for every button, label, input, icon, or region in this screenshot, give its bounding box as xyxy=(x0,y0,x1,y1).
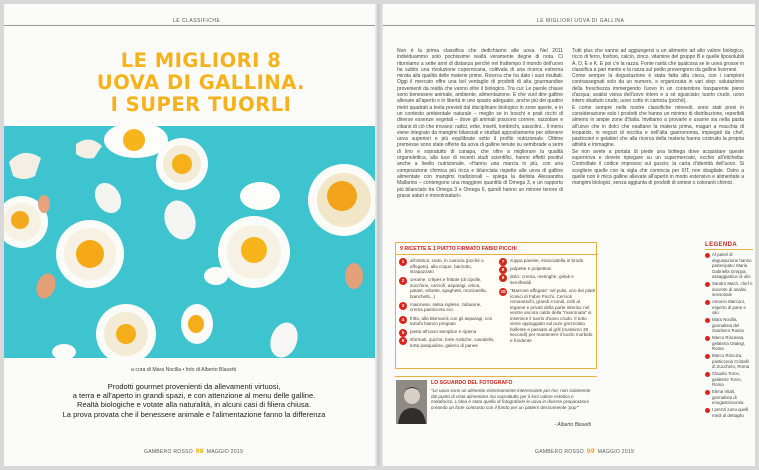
recipe-text: pasta all'uovo semplice e ripiena xyxy=(410,329,477,335)
page-title xyxy=(66,50,336,116)
body-text: Tutti plus che vanno ad aggiungersi a un alimento ad alto valore biologico, ricco di ferro, fosforo, calcio, zinco, vitamine del gruppo B e quelle liposolubili A, D, E e K. E poi c'è la razza. Fonte rarità che qualcosa se le uova grosse in classifica a pari merito e la razza sul podio provengono da galline livornesi. Come sempre la degustazione è stata fatta alla cieca, con i campioni contrassegnati solo da un numero, e organizzata in vari step: valutazione della freschezza immergendo l'uovo in un contenitore trasparente pieno d'acqua; analisi visiva dell'uovo intero e a sé sgusciato; tuorlo crudo, uovo intero sbattuto crudo, uovo cotto in camicia (pochè). E come sempre nelle nostre classifiche mirevoli, sono stati presi in considerazione solo i prodotti che hanno un minimo di distribuzione, reperibili almeno in ampie zone d'Italia. Invitiamo a provarle e usarne sia nella pasta all'uovo che in dolci che esaltano la materia prima, magari a macchia di leopardo, in negozi di nicchia e nell'alta gastronomia, impiegati da chef, pasticcieri e gelatieri che alla ricerca della materia hanno costruito la propria attività e immagine. Se non avete a portata di piede una bottega dove acquistare queste supernova e dovete ripiegare su un supermercato, occhio all'etichetta: Controllate il codice impresso sul guscio; la carta d'identità dell'uovo. Si scegliere quelle con la sigla che comincia per 0IT, non sbagliate. Ostro a quelle non è mica galline allevate all'aperto in modo estensivo e alimentate a mangimi biologici, senza aggiunta di prodotti di sintesi o coloranti chimici. xyxy=(572,48,744,187)
intro-text xyxy=(44,382,344,419)
recipe-item xyxy=(399,258,495,275)
legend-text: Marco Rincuza, pasticceria Cristalli di Zucchero, Roma xyxy=(712,353,750,369)
photographer-signature: - Alberto Blasetti xyxy=(554,422,591,428)
bullet-icon xyxy=(705,354,710,359)
recipe-number-badge: 10 xyxy=(500,289,506,295)
spine-gutter xyxy=(375,4,383,466)
legend-row xyxy=(705,317,753,334)
legend-text: Claudio Torce, gelaterie Torce, Roma xyxy=(712,371,742,387)
title-line: I SUPER TUORLI xyxy=(110,93,292,116)
recipes-column-left xyxy=(399,258,495,351)
recipe-number-badge: 5 xyxy=(399,329,407,337)
bullet-icon xyxy=(705,253,710,258)
right-page xyxy=(383,4,755,466)
recipe-number-badge: 9 xyxy=(499,274,507,282)
recipe-text: zuppa pavese, stracciatella in brodo xyxy=(510,258,584,263)
recipes-box-title: 9 RICETTE E 1 PIATTO FIRMATO FABIO PICCHI xyxy=(400,246,517,252)
recipe-item xyxy=(499,288,595,343)
recipe-item xyxy=(399,316,495,327)
recipe-number-badge: 7 xyxy=(499,258,507,266)
recipe-item xyxy=(399,277,495,299)
legend-text: Mara Nocilla, giornalista del Gambero Rosso xyxy=(712,317,744,333)
bullet-icon xyxy=(705,318,710,323)
intro-line: Prodotti gourmet provenienti da allevamenti virtuosi, xyxy=(107,382,281,391)
recipe-item xyxy=(499,266,595,272)
legend-row xyxy=(705,281,753,298)
recipe-text: polpette e polpettoni xyxy=(510,266,552,272)
folio-date: MAGGIO 2019 xyxy=(206,449,244,455)
recipe-number-badge: 4 xyxy=(399,316,407,324)
recipes-box xyxy=(395,242,597,369)
body-text: Non è la prima classifica che dedichiamo alle uova. Nel 2011 individuammo solo pochissime realtà veramente degne di nota. Ci ritorniamo a sette anni di distanza perché nel frattempo il mondo dell'uovo ha subito una rivoluzione copernicana, coltivata di una ricerca estrema mirata alla qualità delle materie prime. Ricerca che ha dato i suoi risultati. Oggi il mercato offre una bel ventaglio di prodotti di alta gourmandise provenienti da realtà che vanno oltre il biologico. Tra cui: Le parole chiave sono benessere animale, ambiente, alimentazione. E che vuol dire galline allevate all'aperto e in libertà in uno spazio adeguato, anche più dei quattro metri quadrati a testa previsti dal disciplinare biologico in zone aperte, e in un contesto ambientale naturale – meglio se in boschi e prati ricchi di diverse essenze vegetali – dove gli animali possono correre, razzolare e cibarsi di ciò che trovano: radici, erbe, insetti, lombrichi, sassolini... Il menu viene integrato da mangimi bilanciati e studiati appositamente per ottenere uova superiori e più equilibrate sotto il profilo nutrizionale. Ottime premesse sono state offerte da uova di galline tenute su semibrade a semi di lino e sopratutto di canapa, che oltre a migliorare la qualità organolettica, alla luce di recenti studi scientifici, hanno effetti positivi anche a livello nutrizionale. «Hanno una marcia in più, con una composizione chimica più ricca e bilanciata rispetto alle uova di galline alimentate con mangimi tradizionali – spiega la dietista Alessandra Mallarino – contengono una maggiore quantità di Omega 3, e un rapporto più bilanciato tra Omega 3 e Omega 6, quindi hanno un minore tenore di grassi saturi e monoinsaturi». xyxy=(397,48,565,199)
recipe-text: cerame, crêpes e frittate (di cipolle, zucchine, carciofi, asparagi, ortica, patate, erbette, spaghetti, mozzarella, bianchetti...) xyxy=(410,277,487,299)
recipe-number-badge: 8 xyxy=(499,266,507,274)
recipe-number-badge: 3 xyxy=(399,302,407,310)
folio xyxy=(535,448,634,455)
bullet-icon xyxy=(705,372,710,377)
legend-row xyxy=(705,407,753,418)
legend-text: I prezzi sono quelli medi al dettaglio xyxy=(712,407,749,418)
recipe-item xyxy=(399,329,495,335)
recipe-number-badge: 6 xyxy=(399,337,407,345)
box-rule xyxy=(396,254,598,255)
legend-text: Antonio Marconi, esperto di pane e olio xyxy=(712,299,746,315)
body-column-2 xyxy=(572,48,744,187)
body-column-1 xyxy=(397,48,563,199)
legend-row xyxy=(705,389,753,406)
legend-box xyxy=(705,242,753,452)
photographer-quote: "Le uova sono un alimento estremamente interessante per me, non solamente dal punto di vista alimentare ma soprattutto per il loro valore estetico e metaforico. L'idea è stata quella di fotografarle le uova in diverse preparazioni creando un forte contrasto con il fondo per un pattern decisamente 'pop'" xyxy=(431,388,591,410)
recipe-item xyxy=(399,337,495,348)
legend-row xyxy=(705,335,753,352)
recipe-text: maionese, salsa inglese, zabaione, crema pasticcera ecc. xyxy=(410,301,482,313)
recipe-item xyxy=(399,302,495,313)
legend-rule xyxy=(705,249,753,250)
legend-text: Al panel di degustazione hanno partecipato: Maria Gabriella Greppa, assaggiatrice di olio xyxy=(712,252,752,279)
recipe-item xyxy=(499,258,595,264)
bullet-icon xyxy=(705,282,710,287)
photographer-portrait xyxy=(396,380,427,424)
legend-row xyxy=(705,299,753,316)
photographer-box xyxy=(395,376,597,436)
legend-row xyxy=(705,252,753,280)
legend-text: Elena Vitali, giornalista di enogastronomia xyxy=(712,389,744,405)
legend-row xyxy=(705,371,753,388)
page-number: 99 xyxy=(586,448,595,455)
folio-brand: GAMBERO ROSSO xyxy=(144,449,193,455)
intro-line: La prova provata che il benessere animale e l'alimentazione fanno la differenza xyxy=(62,409,326,419)
bullet-icon xyxy=(705,300,710,305)
folio-brand: GAMBERO ROSSO xyxy=(535,449,584,455)
recipe-number-badge: 1 xyxy=(399,258,407,266)
photographer-box-title: LO SGUARDO DEL FOTOGRAFO xyxy=(431,380,513,386)
recipe-number-badge: 2 xyxy=(399,277,407,285)
recipe-text: all'ostrica, sodo, in camicia (poché o affogato), alla coque, barzotto, strapazzato xyxy=(410,258,484,274)
photo-credit: a cura di Mara Nocilla • foto di Alberto Blasetti xyxy=(131,367,237,373)
bullet-icon xyxy=(705,390,710,395)
recipe-text: dolci: crema, meringhe, gelati e semifreddi xyxy=(510,274,574,285)
bullet-icon xyxy=(705,336,710,341)
folio-date: MAGGIO 2019 xyxy=(597,449,635,455)
running-head: LE CLASSIFICHE xyxy=(173,18,221,24)
intro-line: a terra e all'aperto in grandi spazi, e con attenzione al menu delle galline. xyxy=(72,391,316,401)
legend-row xyxy=(705,353,753,370)
folio xyxy=(144,448,243,455)
legend-text: Marco Riscassa, gelateria Otaleg!, Roma xyxy=(712,335,746,351)
bullet-icon xyxy=(705,408,710,413)
eggs-photo xyxy=(4,126,375,358)
intro-line: Realtà biologiche e votate alla naturalità, in alcuni casi di filiera chiusa. xyxy=(77,400,311,410)
recipes-column-right xyxy=(499,258,595,346)
recipe-text: sformati, quiche, torte rustiche, casatiello, torta pasqualina, galeno di panee xyxy=(410,337,495,348)
legend-text: Sandro Marzi, chef e docente di analisi sensoriale xyxy=(712,281,753,297)
running-head: LE MIGLIORI UOVA DI GALLINA xyxy=(537,18,625,24)
left-page xyxy=(4,4,375,466)
recipe-text: fritto, alla Bismarck con gli asparagi, con tartufo bianco pregiato xyxy=(410,315,493,327)
page-number: 98 xyxy=(195,448,204,455)
recipe-item xyxy=(499,274,595,285)
recipe-text: "Marrone affogato" nel pulsi, uno dei piatti iconici di Fabio Picchi. Cercioli romaneschi, grandi e tondi, cotti al tegame e privati della parte interna; nel ventre ancora caldo della "marronata" si inserisce il tuorlo d'uovo crudo. Il tutto viene appoggiato sul pure grezzolato bollente e passato al grill (massimo 30 secondi) per mantenere il tuorlo morbido e fondente xyxy=(510,288,595,343)
title-line: LE MIGLIORI 8 xyxy=(120,49,282,72)
title-line: UOVA DI GALLINA. xyxy=(96,71,306,94)
legend-title: LEGENDA xyxy=(705,242,738,248)
header-rule xyxy=(4,25,375,26)
header-rule xyxy=(383,25,755,26)
